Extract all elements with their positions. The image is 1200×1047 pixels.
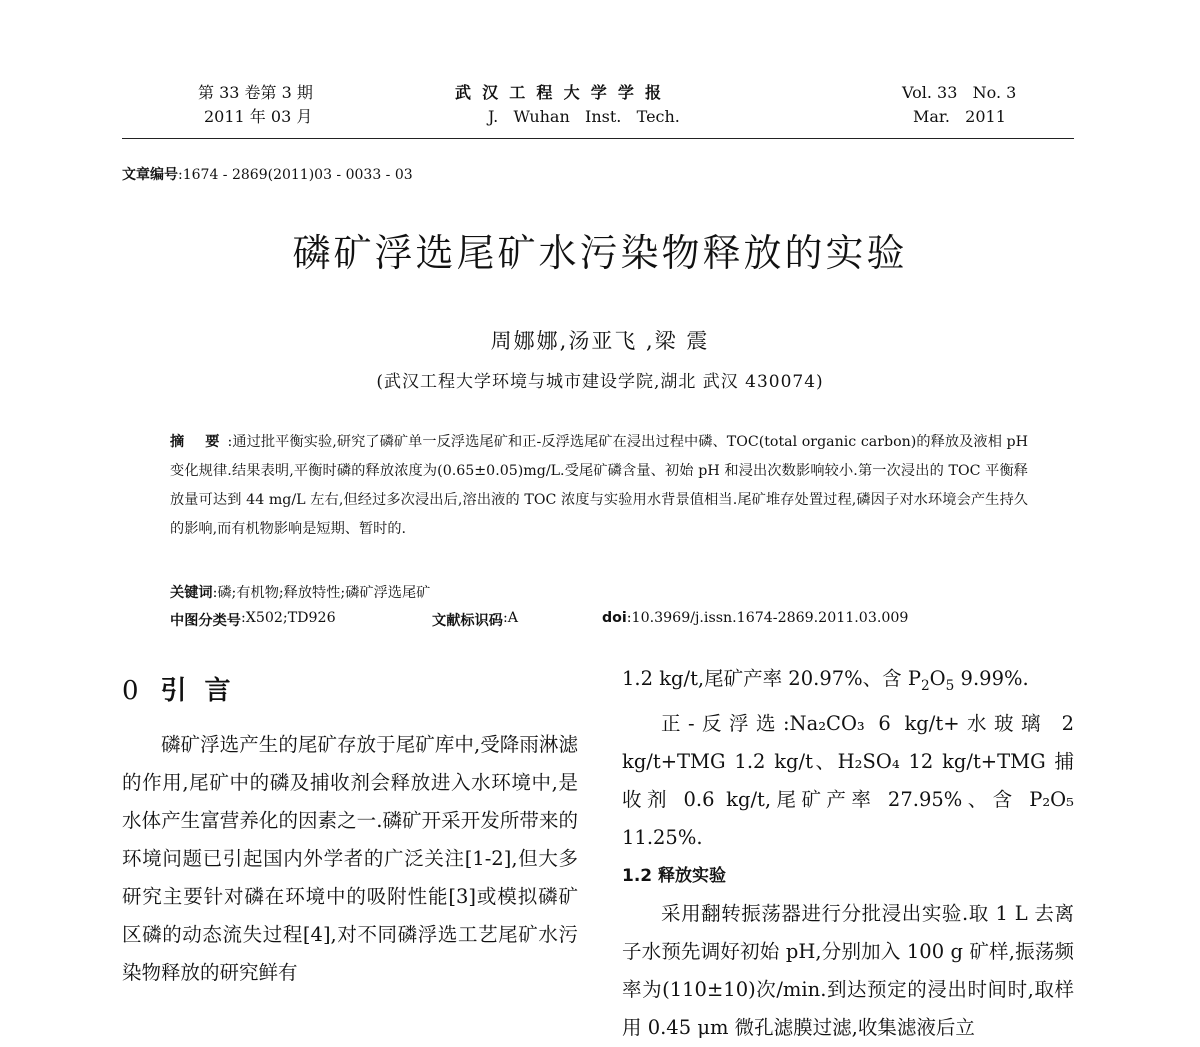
header-month-year: Mar. 2011 xyxy=(913,107,1006,126)
subsection-heading-1-2: 1.2 释放实验 xyxy=(622,865,727,886)
clc-label: 中图分类号 xyxy=(170,613,241,629)
header-rule xyxy=(122,138,1074,139)
clc-value: :X502;TD926 xyxy=(240,610,336,626)
doi-value: :10.3969/j.issn.1674-2869.2011.03.009 xyxy=(626,610,909,626)
article-number-value: :1674 - 2869(2011)03 - 0033 - 03 xyxy=(178,167,413,183)
abstract-text: :通过批平衡实验,研究了磷矿单一反浮选尾矿和正-反浮选尾矿在浸出过程中磷、TOC(total organic carbon)的释放及液相 pH 变化规律.结果表明,平衡时磷的释放浓度为(0.65±0.05)mg/L.受尾矿磷含量、初始 pH 和浸出次数影响较小.第一次浸出的 TOC 平衡释放量可达到 44 mg/L 左右,但经过多次浸出后,溶出液的 TOC 浓度与实验用水背景值相当.尾矿堆存处置过程,磷因子对水环境会产生持久的影响,而有机物影响是短期、暂时的. xyxy=(170,434,1028,537)
authors: 周娜娜,汤亚飞 ,梁 震 xyxy=(490,329,710,353)
abstract-label: 摘 要 xyxy=(170,434,228,450)
right-column xyxy=(622,660,1074,1047)
right-line-part-c: 9.99%. xyxy=(954,667,1029,690)
clc xyxy=(170,610,336,630)
keywords xyxy=(170,582,430,602)
abstract xyxy=(170,428,1028,544)
section-title: 引言 xyxy=(160,676,249,706)
document-code-value: :A xyxy=(502,610,518,626)
left-column xyxy=(122,726,578,992)
p2o5-sub-5: 5 xyxy=(945,677,955,694)
paper-title: 磷矿浮选尾矿水污染物释放的实验 xyxy=(292,231,908,275)
right-line-part-a: 1.2 kg/t,尾矿产率 20.97%、含 P xyxy=(622,667,921,690)
right-paragraph-2: 正-反浮选:Na₂CO₃ 6 kg/t+水玻璃 2 kg/t+TMG 1.2 kg/t、H₂SO₄ 12 kg/t+TMG 捕收剂 0.6 kg/t,尾矿产率 27.95%、含 P₂O₅ 11.25%. xyxy=(622,711,1074,849)
keywords-value: :磷;有机物;释放特性;磷矿浮选尾矿 xyxy=(212,585,431,601)
right-paragraph-3: 采用翻转振荡器进行分批浸出实验.取 1 L 去离子水预先调好初始 pH,分别加入 100 g 矿样,振荡频率为(110±10)次/min.到达预定的浸出时间时,取样用 0.45 μm 微孔滤膜过滤,收集滤液后立 xyxy=(622,901,1074,1039)
article-number-label: 文章编号 xyxy=(122,167,178,183)
header-journal-cn: 武 汉 工 程 大 学 学 报 xyxy=(455,83,661,102)
article-number xyxy=(122,164,413,184)
classification-row xyxy=(170,610,1050,636)
header-vol-no: Vol. 33 No. 3 xyxy=(902,83,1017,102)
doi-label: doi xyxy=(602,610,627,626)
keywords-label: 关键词 xyxy=(170,585,213,601)
document-code-label: 文献标识码 xyxy=(432,613,503,629)
p2o5-sub-2: 2 xyxy=(920,677,930,694)
right-line-part-b: O xyxy=(929,667,946,690)
document-code xyxy=(432,610,518,630)
doi xyxy=(602,610,909,626)
header-date: 2011 年 03 月 xyxy=(204,107,313,126)
intro-paragraph: 磷矿浮选产生的尾矿存放于尾矿库中,受降雨淋滤的作用,尾矿中的磷及捕收剂会释放进入水环境中,是水体产生富营养化的因素之一.磷矿开采开发所带来的环境问题已引起国内外学者的广泛关注[1-2],但大多研究主要针对磷在环境中的吸附性能[3]或模拟磷矿区磷的动态流失过程[4],对不同磷浮选工艺尾矿水污染物释放的研究鲜有 xyxy=(122,733,578,984)
header-volume: 第 33 卷第 3 期 xyxy=(198,83,313,102)
section-heading-introduction xyxy=(122,670,249,707)
right-paragraph-1 xyxy=(622,660,1074,705)
affiliation: (武汉工程大学环境与城市建设学院,湖北 武汉 430074) xyxy=(376,372,824,392)
section-number: 0 xyxy=(122,676,139,706)
header-journal-en: J. Wuhan Inst. Tech. xyxy=(488,107,680,126)
